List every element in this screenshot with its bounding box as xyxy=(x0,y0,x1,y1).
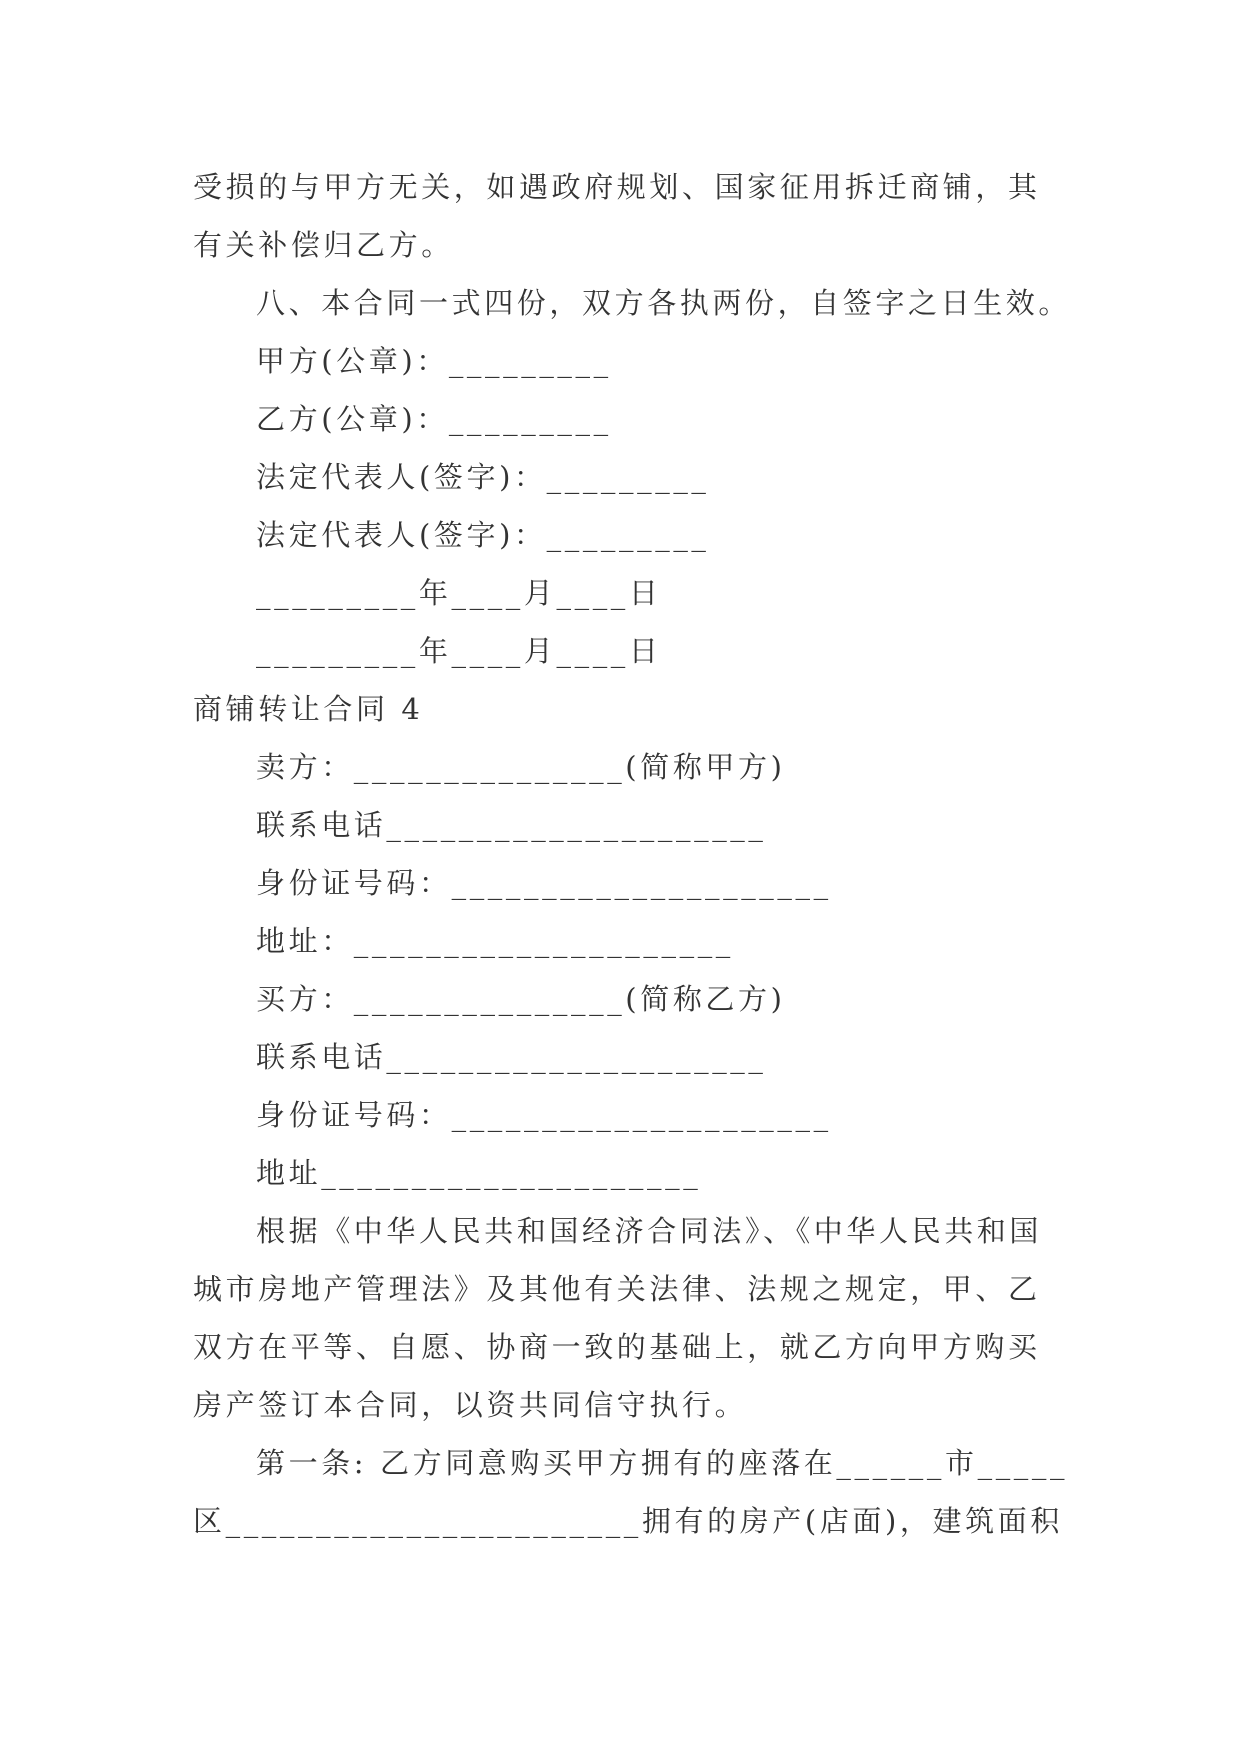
section-title: 商铺转让合同 4 xyxy=(193,692,424,726)
seller-phone-line: 联系电话_____________________ xyxy=(256,808,767,842)
buyer-line: 买方：_______________(简称乙方) xyxy=(256,982,786,1016)
paragraph-line: 房产签订本合同，以资共同信守执行。 xyxy=(193,1388,748,1422)
seller-id-line: 身份证号码：_____________________ xyxy=(256,866,832,900)
seller-line: 卖方：_______________(简称甲方) xyxy=(256,750,786,784)
party-a-seal-line: 甲方(公章)：_________ xyxy=(256,344,612,378)
buyer-phone-line: 联系电话_____________________ xyxy=(256,1040,767,1074)
article-1-line: 第一条: 乙方同意购买甲方拥有的座落在______市_____ xyxy=(256,1446,1069,1480)
paragraph-line: 受损的与甲方无关，如遇政府规划、国家征用拆迁商铺，其 xyxy=(193,170,1041,204)
legal-rep-signature-line: 法定代表人(签字)：_________ xyxy=(256,460,710,494)
buyer-id-line: 身份证号码：_____________________ xyxy=(256,1098,832,1132)
date-line: _________年____月____日 xyxy=(256,634,662,668)
party-b-seal-line: 乙方(公章)：_________ xyxy=(256,402,612,436)
seller-address-line: 地址：_____________________ xyxy=(256,924,734,958)
paragraph-line: 区_______________________拥有的房产(店面)，建筑面积 xyxy=(193,1504,1063,1538)
clause-8-line: 八、本合同一式四份，双方各执两份，自签字之日生效。 xyxy=(256,286,1072,320)
date-line: _________年____月____日 xyxy=(256,576,662,610)
paragraph-line: 城市房地产管理法》及其他有关法律、法规之规定，甲、乙 xyxy=(193,1272,1041,1306)
paragraph-line: 有关补偿归乙方。 xyxy=(193,228,454,262)
paragraph-line: 双方在平等、自愿、协商一致的基础上，就乙方向甲方购买 xyxy=(193,1330,1041,1364)
buyer-address-line: 地址_____________________ xyxy=(256,1156,702,1190)
legal-rep-signature-line: 法定代表人(签字)：_________ xyxy=(256,518,710,552)
paragraph-line: 根据《中华人民共和国经济合同法》、《中华人民共和国 xyxy=(256,1214,1043,1248)
